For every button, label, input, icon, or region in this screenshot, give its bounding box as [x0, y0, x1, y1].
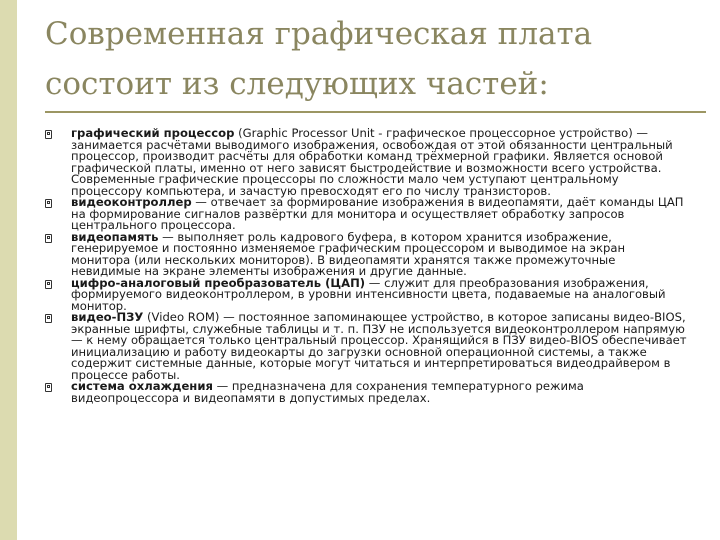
sidebar-decoration — [0, 0, 17, 540]
list-item — [45, 229, 687, 278]
square-bullet-icon — [45, 383, 52, 392]
item-term: графический процессор — [71, 126, 235, 140]
item-term: цифро-аналоговый преобразователь (ЦАП) — [71, 275, 366, 290]
item-text: (Graphic Processor Unit - графическое процессорное устройство) — занимается расчётами выводимого изображения, освобождая от этой обязанности центральный процессор, производит расчёты для обработки команд трёхмерной графики. Является основой графической платы, именно от него зависят быстродействие и возможности всего устройства. Современные графические процессоры по сложности мало чем уступают центральному процессору компьютера, и зачастую превосходят его по числу транзисторов. — [71, 126, 673, 198]
item-term: видеоконтроллер — [71, 195, 192, 209]
square-bullet-icon — [45, 130, 52, 139]
title-line-1: Современная графическая плата — [45, 16, 593, 52]
bullet-list — [45, 128, 687, 404]
item-term: видео-ПЗУ — [71, 310, 144, 324]
title-line-2: состоит из следующих частей: — [45, 66, 549, 102]
list-item — [45, 381, 687, 404]
item-text: (Video ROM) — постоянное запоминающее устройство, в которое записаны видео-BIOS, экранные шрифты, служебные таблицы и т. п. ПЗУ не используется видеоконтроллером напрямую — к нему обращается только центральный процессор. Хранящийся в ПЗУ видео-BIOS обеспечивает инициализацию и работу видеокарты до загрузки основной операционной системы, а также содержит системные данные, которые могут читаться и интерпретироваться видеодрайвером в процессе работы. — [71, 310, 687, 382]
item-text: — выполняет роль кадрового буфера, в котором хранится изображение, генерируемое и постоянно изменяемое графическим процессором и выводимое на экран монитора (или нескольких мониторов). В видеопамяти хранятся также промежуточные невидимые на экране элементы изображения и другие данные. — [71, 229, 626, 278]
slide-title — [45, 9, 705, 109]
item-term: система охлаждения — [71, 379, 213, 393]
square-bullet-icon — [45, 234, 52, 243]
item-text: — отвечает за формирование изображения в видеопамяти, даёт команды ЦАП на формирование сигналов развёртки для монитора и осуществляет обработку запросов центрального процессора. — [71, 195, 684, 232]
list-item — [45, 312, 687, 381]
list-item — [45, 128, 687, 197]
item-text: — служит для преобразования изображения, формируемого видеоконтроллером, в уровни интенсивности цвета, подаваемые на аналоговый монитор. — [71, 275, 666, 313]
square-bullet-icon — [45, 280, 52, 289]
square-bullet-icon — [45, 314, 52, 323]
list-item — [45, 275, 687, 313]
square-bullet-icon — [45, 199, 52, 208]
item-text: — предназначена для сохранения температурного режима видеопроцессора и видеопамяти в допустимых пределах. — [71, 379, 584, 405]
list-item — [45, 197, 687, 232]
item-term: видеопамять — [71, 229, 159, 244]
title-underline — [45, 111, 706, 113]
